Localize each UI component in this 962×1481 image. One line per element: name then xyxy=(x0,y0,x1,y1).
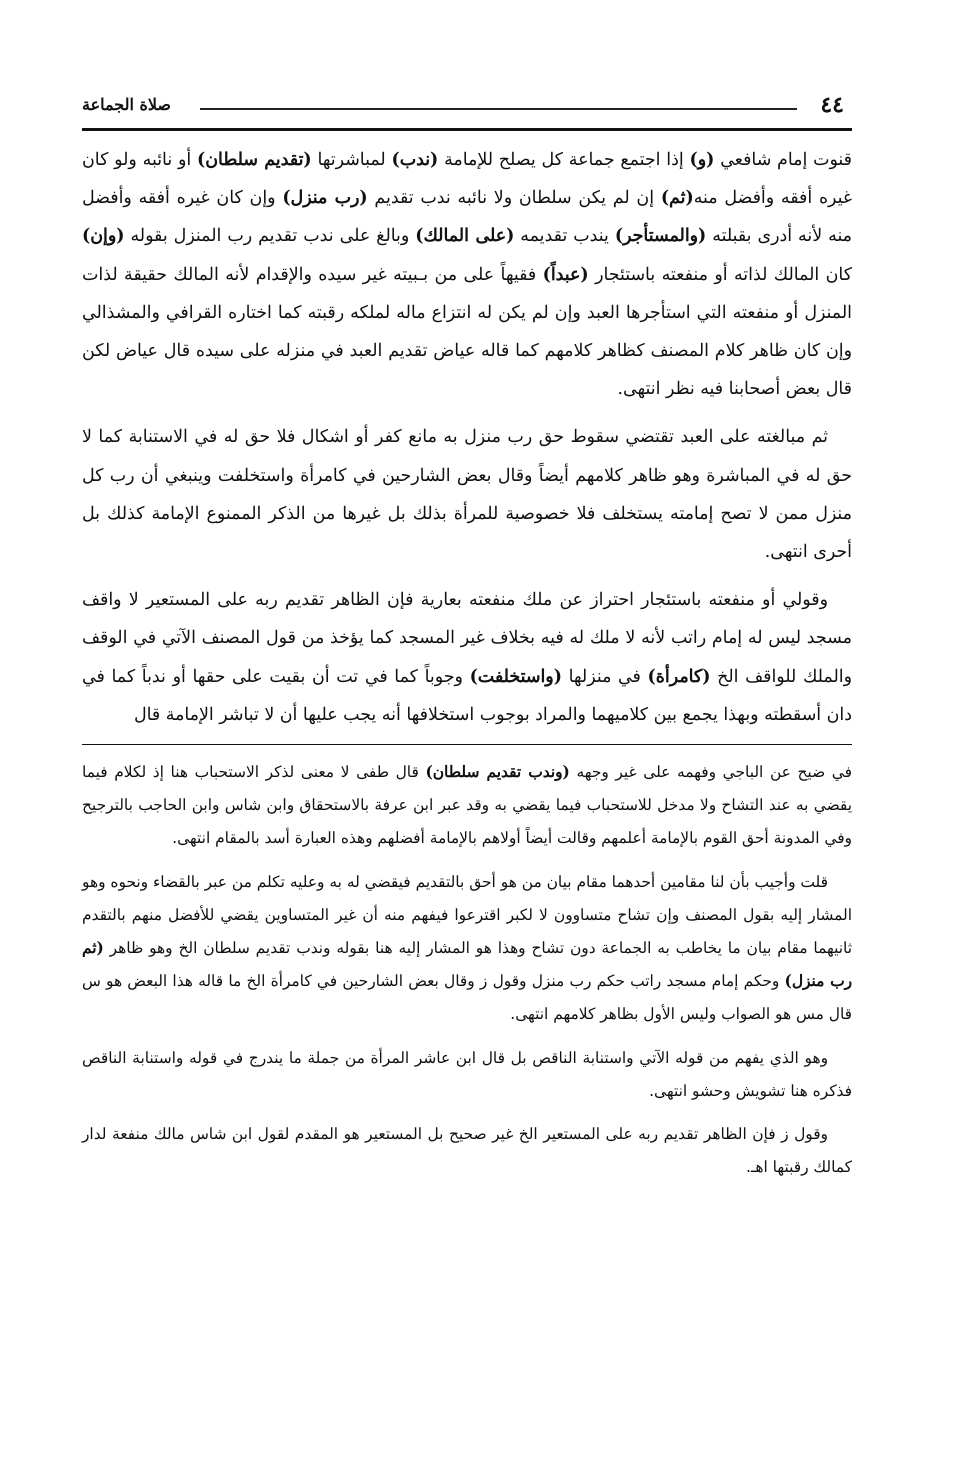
text-run: قنوت إمام شافعي xyxy=(714,150,852,170)
text-run: وقولي أو منفعته باستئجار احتراز عن ملك منفعته بعارية فإن الظاهر تقديم ربه على المستعير لا واقف مسجد ليس له إمام راتب لأنه لا ملك له فيه بخلاف غير المسجد كما يؤخذ من قول المصنف الآتي في الوقف والملك للواقف الخ xyxy=(82,590,853,687)
footnote-paragraph-2 xyxy=(82,866,852,1032)
header-rule xyxy=(200,108,797,110)
text-run: وقول ز فإن الظاهر تقديم ربه على المستعير الخ غير صحيح بل المستعير هو المقدم لقول ابن شاس مالك منفعة لدار كمالك رقبتها اهـ. xyxy=(82,1125,852,1177)
page-number: ٤٤ xyxy=(820,92,844,118)
bold-term: (واستخلفت) xyxy=(469,666,562,687)
bold-term: (رب منزل) xyxy=(282,188,368,209)
text-run: وهو الذي يفهم من قوله الآتي واستنابة الناقص بل قال ابن عاشر المرأة من جملة ما يندرج في قوله واستنابة الناقص فذكره هنا تشويش وحشو انتهى. xyxy=(82,1048,852,1100)
footnote-paragraph-1 xyxy=(82,756,852,856)
footnote-paragraph-3 xyxy=(82,1042,852,1108)
text-run: في منزلها xyxy=(561,666,648,687)
text-run: فقيهاً على من بـبيته غير سيده والإقدام لأنه المالك حقيقة لذات المنزل أو منفعته التي استأجرها العبد وإن لم يكن له انتزاع ماله لملكه رقبته كما اختاره القرافي والمشذالي وإن كان ظاهر كلام المصنف كظاهر كلامهم كما قاله عياض تقديم العبد في منزله على سيده قال عياض لكن قال بعض أصحابنا فيه نظر انتهى. xyxy=(82,264,852,400)
text-run: قال طفى لا معنى لذكر الاستحباب هنا إذ لكلام فيما يقضي به عند التشاح ولا مدخل للاستحباب فيما يقضي به وقد عبر ابن عرفة بالاستحقاق وابن شاس وابن الحاجب بالترجيح وفي المدونة أحق القوم بالإمامة أعلمهم وقالت أيضاً أولاهم بالإمامة أفضلهم وهذه العبارة أسد بالمقام انتهى. xyxy=(82,763,852,848)
running-title: صلاة الجماعة xyxy=(82,95,171,114)
text-run: ثم مبالغته على العبد تقتضي سقوط حق رب منزل به مانع كفر أو اشكال فلا حق له في الاستنابة كما لا حق له في المباشرة وهو ظاهر كلامهم أيضاً وقال بعض الشارحين في كامرأة واستخلفت وينبغي أن رب كل منزل ممن لا تصح إمامته يستخلف فلا خصوصية للمرأة بذلك بل غيرها من الذكر الممنوع الإمامة كذلك بل أحرى انتهى. xyxy=(82,427,852,563)
bold-term: (ثم رب منزل) xyxy=(82,939,853,991)
bold-term: (تقديم سلطان) xyxy=(197,150,312,170)
text-run: أو نائبه ولو كان غيره أفقه وأفضل منه xyxy=(82,150,852,209)
text-run: يندب تقديمه xyxy=(514,226,615,247)
text-run: في ضيح عن الباجي وفهمه على غير وجهه xyxy=(569,763,852,782)
bold-term: (ندب) xyxy=(391,150,439,170)
text-run: إذا اجتمع جماعة كل يصلح للإمامة xyxy=(438,150,690,170)
text-run: كان المالك لذاته أو منفعته باستئجار xyxy=(588,264,852,285)
bold-term: (والمستأجر) xyxy=(614,226,707,247)
main-paragraph-3 xyxy=(82,581,852,734)
footnote-paragraph-4 xyxy=(82,1118,852,1184)
bold-term: (و) xyxy=(689,150,715,170)
book-page xyxy=(82,90,852,1460)
bold-term: (وندب تقديم سلطان) xyxy=(425,763,570,782)
bold-term: (كامرأة) xyxy=(647,666,711,687)
footnote-rule xyxy=(82,744,852,745)
text-run: وإن كان غيره أفقه وأفضل منه لأنه أدرى بقبلته xyxy=(82,188,853,247)
text-run: وحكم إمام مسجد راتب حكم رب منزل وقول ز وقال بعض الشارحين في كامرأة الخ ما قاله هذا البعض هو س قال مس هو الصواب وليس الأول بظاهر كلامهم انتهى. xyxy=(82,972,852,1024)
text-run: إن لم يكن سلطان ولا نائبه ندب تقديم xyxy=(367,188,661,209)
main-text xyxy=(82,141,852,734)
text-run: قلت وأجيب بأن لنا مقامين أحدهما مقام بيان من هو أحق بالتقديم فيقضي له به وعليه تكلم من عبر بالقضاء ونحوه وهو المشار إليه بقول المصنف وإن تشاح متساوون لا لكبر اقترعوا فيفهم منه أن غير المتساوين يقضي للأفضل منهم بالتقدم ثانيهما مقام بيان ما يخاطب به الجماعة دون تشاح وهذا هو المشار إليه هنا بقوله وندب تقديم سلطان الخ وهو ظاهر xyxy=(82,872,852,958)
main-paragraph-2 xyxy=(82,418,852,571)
bold-term: (على المالك) xyxy=(415,226,515,247)
bold-term: (عبداً) xyxy=(542,264,589,285)
main-paragraph-1 xyxy=(82,141,852,408)
footnotes xyxy=(82,756,852,1184)
running-head xyxy=(82,90,852,124)
text-run: وجوباً كما في تت أن بقيت على حقها أو ندباً كما في دان أسقطته وبهذا يجمع بين كلاميهما والمراد بوجوب استخلافها أنه يجب عليها أن لا تباشر الإمامة قال xyxy=(82,666,852,725)
text-run: وبالغ على ندب تقديم رب المنزل بقوله xyxy=(124,226,416,247)
text-run: لمباشرتها xyxy=(311,150,392,170)
header-bottom-rule xyxy=(82,128,852,131)
bold-term: (ثم) xyxy=(660,188,694,209)
bold-term: (وإن) xyxy=(82,226,125,247)
